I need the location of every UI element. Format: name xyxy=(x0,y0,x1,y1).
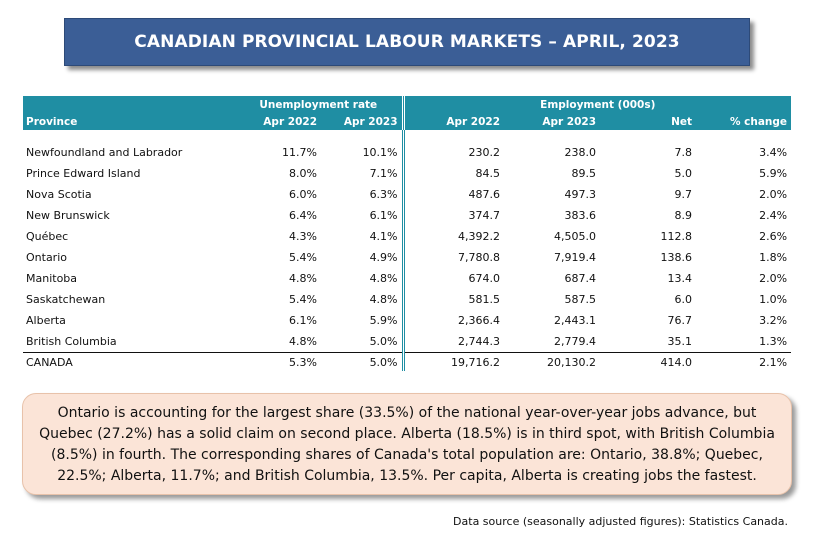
cell-province: Alberta xyxy=(26,314,66,327)
cell-ur-2022: 6.0% xyxy=(289,188,317,201)
cell-ur-2023: 4.1% xyxy=(369,230,398,243)
labour-market-table-container xyxy=(23,96,791,371)
cell-emp-2023: 89.5 xyxy=(571,167,597,180)
cell-emp-2022: 84.5 xyxy=(403,163,504,184)
cell-pct-change: 1.3% xyxy=(759,335,788,348)
cell-emp-2023: 383.6 xyxy=(564,209,597,222)
column-header-ur-2023: Apr 2023 xyxy=(343,115,398,128)
cell-emp-2022: 2,744.3 xyxy=(403,331,504,353)
cell-emp-2023: 497.3 xyxy=(564,188,597,201)
table-row xyxy=(23,310,791,331)
cell-ur-2023: 4.9% xyxy=(369,251,398,264)
cell-ur-2023: 7.1% xyxy=(369,167,398,180)
cell-pct-change: 5.9% xyxy=(759,167,788,180)
cell-pct-change: 2.0% xyxy=(759,272,788,285)
cell-pct-change: 2.0% xyxy=(759,188,788,201)
cell-emp-2022: 2,366.4 xyxy=(403,310,504,331)
column-header-emp-2022: Apr 2022 xyxy=(403,113,504,130)
column-header-net: Net xyxy=(671,115,693,128)
column-header-ur-2022: Apr 2022 xyxy=(263,115,317,128)
cell-pct-change: 3.2% xyxy=(759,314,788,327)
cell-emp-2022: 581.5 xyxy=(403,289,504,310)
table-row xyxy=(23,163,791,184)
cell-ur-2023: 5.9% xyxy=(369,314,398,327)
cell-emp-2023: 20,130.2 xyxy=(504,353,600,372)
cell-net: 13.4 xyxy=(667,272,693,285)
cell-emp-2022: 674.0 xyxy=(403,268,504,289)
cell-ur-2022: 8.0% xyxy=(289,167,317,180)
labour-market-table xyxy=(23,96,791,371)
group-header-row xyxy=(23,96,791,113)
cell-province: Newfoundland and Labrador xyxy=(26,146,183,159)
cell-province: British Columbia xyxy=(26,335,117,348)
data-source-note: Data source (seasonally adjusted figures): Statistics Canada. xyxy=(453,515,788,528)
column-header-emp-2023: Apr 2023 xyxy=(542,115,597,128)
cell-emp-2023: 2,779.4 xyxy=(554,335,597,348)
cell-net: 8.9 xyxy=(674,209,693,222)
cell-province: Québec xyxy=(26,230,69,243)
cell-ur-2023: 6.3% xyxy=(369,188,398,201)
cell-emp-2022: 19,716.2 xyxy=(403,353,504,372)
table-row xyxy=(23,142,791,163)
cell-ur-2022: 6.1% xyxy=(289,314,317,327)
column-header-pct-change: % change xyxy=(729,115,788,128)
cell-ur-2022: 11.7% xyxy=(282,146,317,159)
cell-net: 414.0 xyxy=(600,353,696,372)
cell-province: Ontario xyxy=(26,251,67,264)
cell-province: New Brunswick xyxy=(26,209,110,222)
cell-ur-2022: 4.3% xyxy=(289,230,317,243)
cell-net: 9.7 xyxy=(674,188,693,201)
cell-emp-2023: 4,505.0 xyxy=(554,230,597,243)
cell-ur-2022: 4.8% xyxy=(289,335,317,348)
cell-emp-2023: 7,919.4 xyxy=(554,251,597,264)
cell-net: 35.1 xyxy=(667,335,693,348)
cell-emp-2022: 374.7 xyxy=(403,205,504,226)
cell-emp-2023: 2,443.1 xyxy=(554,314,597,327)
cell-net: 138.6 xyxy=(660,251,693,264)
cell-province: Prince Edward Island xyxy=(26,167,141,180)
cell-emp-2022: 230.2 xyxy=(403,142,504,163)
cell-ur-2023: 5.0% xyxy=(369,335,398,348)
unemployment-group-header: Unemployment rate xyxy=(259,98,378,111)
total-row xyxy=(23,353,791,372)
commentary-box: Ontario is accounting for the largest share (33.5%) of the national year-over-year jobs advance, but Quebec (27.2%) has a solid claim on second place. Alberta (18.5%) is in third spot, with British Columbia (8.5%) in fourth. The corresponding shares of Canada's total population are: Ontario, 38.8%; Quebec, 22.5%; Alberta, 11.7%; and British Columbia, 13.5%. Per capita, Alberta is creating jobs the fastest. xyxy=(22,393,792,495)
cell-province: Nova Scotia xyxy=(26,188,92,201)
table-row xyxy=(23,331,791,353)
cell-ur-2022: 5.4% xyxy=(289,251,317,264)
cell-ur-2023: 10.1% xyxy=(362,146,398,159)
employment-group-header: Employment (000s) xyxy=(403,96,791,113)
table-row xyxy=(23,205,791,226)
cell-ur-2022: 5.3% xyxy=(235,353,321,372)
cell-province: Saskatchewan xyxy=(26,293,106,306)
table-row xyxy=(23,268,791,289)
cell-pct-change: 3.4% xyxy=(759,146,788,159)
cell-ur-2023: 5.0% xyxy=(321,353,403,372)
table-row xyxy=(23,289,791,310)
cell-net: 76.7 xyxy=(667,314,693,327)
cell-emp-2022: 7,780.8 xyxy=(403,247,504,268)
table-body xyxy=(23,130,791,371)
page-title: CANADIAN PROVINCIAL LABOUR MARKETS – APRIL, 2023 xyxy=(64,18,750,66)
cell-pct-change: 1.8% xyxy=(759,251,788,264)
column-header-province: Province xyxy=(26,115,78,128)
cell-emp-2023: 687.4 xyxy=(564,272,597,285)
cell-province: Manitoba xyxy=(26,272,78,285)
cell-emp-2022: 4,392.2 xyxy=(403,226,504,247)
cell-emp-2022: 487.6 xyxy=(403,184,504,205)
cell-emp-2023: 238.0 xyxy=(564,146,597,159)
table-row xyxy=(23,226,791,247)
table-row xyxy=(23,247,791,268)
cell-pct-change: 2.4% xyxy=(759,209,788,222)
cell-ur-2022: 6.4% xyxy=(289,209,317,222)
cell-pct-change: 2.6% xyxy=(759,230,788,243)
cell-net: 6.0 xyxy=(674,293,693,306)
cell-ur-2023: 4.8% xyxy=(369,272,398,285)
cell-ur-2023: 6.1% xyxy=(369,209,398,222)
cell-net: 7.8 xyxy=(674,146,693,159)
column-header-row xyxy=(23,113,791,130)
cell-province: CANADA xyxy=(23,353,235,372)
cell-ur-2023: 4.8% xyxy=(369,293,398,306)
cell-ur-2022: 4.8% xyxy=(289,272,317,285)
cell-net: 112.8 xyxy=(660,230,693,243)
table-row xyxy=(23,184,791,205)
cell-emp-2023: 587.5 xyxy=(564,293,597,306)
cell-pct-change: 1.0% xyxy=(759,293,788,306)
cell-pct-change: 2.1% xyxy=(696,353,791,372)
cell-ur-2022: 5.4% xyxy=(289,293,317,306)
cell-net: 5.0 xyxy=(674,167,693,180)
